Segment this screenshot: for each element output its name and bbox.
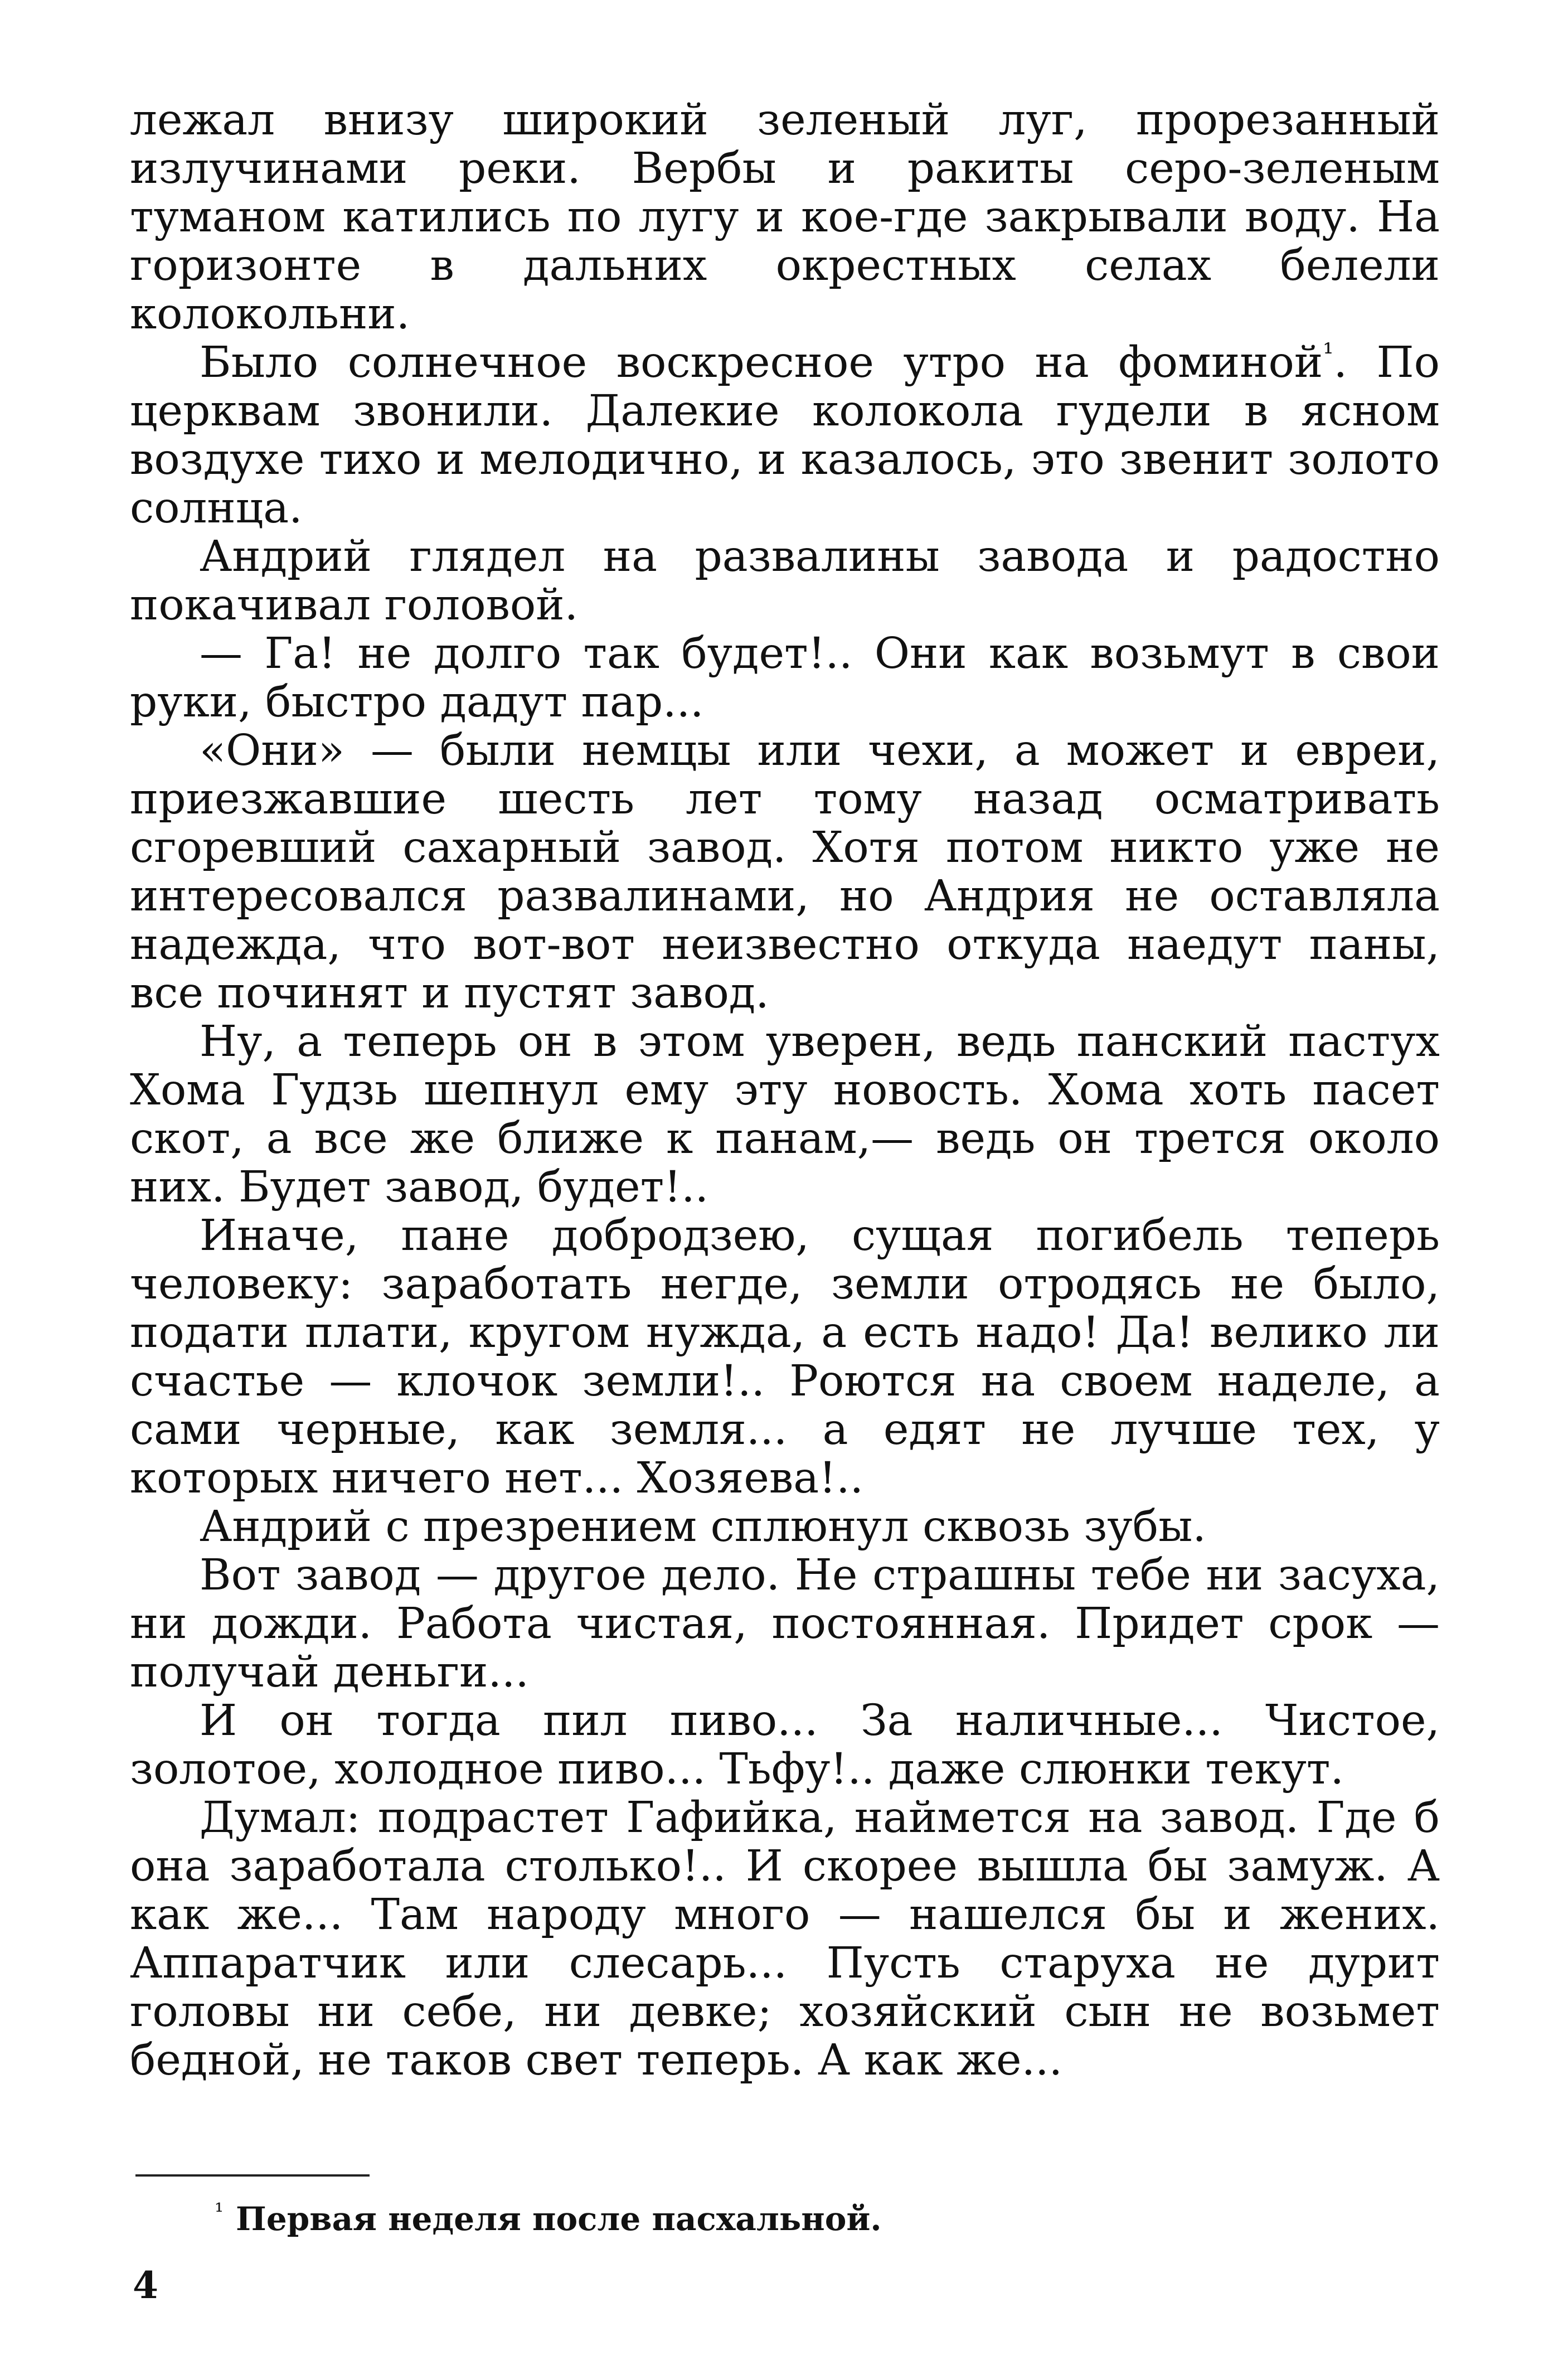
- page-body: [130, 96, 1440, 2085]
- page-number: 4: [133, 2264, 158, 2307]
- main-text: [130, 96, 1440, 2085]
- paragraph: Андрий глядел на развалины завода и радостно покачивал головой.: [130, 532, 1440, 630]
- footnote-divider: [135, 2174, 370, 2177]
- paragraph-text: Было солнечное воскресное утро на фоминой: [200, 338, 1323, 387]
- paragraph-text: . По церквам звонили. Далекие колокола гудели в ясном воздухе тихо и мелодично, и казалось, это звенит золото солнца.: [130, 338, 1440, 533]
- paragraph: [130, 338, 1440, 532]
- paragraph: Думал: подрастет Гафийка, наймется на завод. Где б она заработала столько!.. И скорее вышла бы замуж. А как же... Там народу много — нашелся бы и жених. Аппаратчик или слесарь... Пусть старуха не дурит головы ни себе, ни девке; хозяйский сын не возьмет бедной, не таков свет теперь. А как же...: [130, 1793, 1440, 2085]
- footnote-text: Первая неделя после пасхальной.: [236, 2200, 882, 2238]
- footnote-number: ¹: [215, 2198, 224, 2225]
- footnote: [215, 2199, 1385, 2238]
- paragraph: Андрий с презрением сплюнул сквозь зубы.: [200, 1502, 1206, 1552]
- paragraph: — Га! не долго так будет!.. Они как возьмут в свои руки, быстро дадут пар...: [130, 629, 1440, 727]
- paragraph: лежал внизу широкий зеленый луг, прорезанный излучинами реки. Вербы и ракиты серо-зеленым туманом катились по лугу и кое-где закрывали воду. На горизонте в дальних окрестных селах белели колокольни.: [130, 95, 1440, 339]
- paragraph: Иначе, пане добродзею, сущая погибель теперь человеку: заработать негде, земли отродясь не было, подати плати, кругом нужда, а есть надо! Да! велико ли счастье — клочок земли!.. Роются на своем наделе, а сами черные, как земля... а едят не лучше тех, у которых ничего нет... Хозяева!..: [130, 1211, 1440, 1503]
- footnote-reference[interactable]: ¹: [1323, 337, 1334, 369]
- paragraph: Вот завод — другое дело. Не страшны тебе ни засуха, ни дожди. Работа чистая, постоянная. Придет срок — получай деньги...: [130, 1550, 1440, 1697]
- paragraph: Ну, а теперь он в этом уверен, ведь панский пастух Хома Гудзь шепнул ему эту новость. Хома хоть пасет скот, а все же ближе к панам,— ведь он трется около них. Будет завод, будет!..: [130, 1017, 1440, 1212]
- paragraph: И он тогда пил пиво... За наличные... Чистое, золотое, холодное пиво... Тьфу!.. даже слюнки текут.: [130, 1696, 1440, 1794]
- paragraph: «Они» — были немцы или чехи, а может и евреи, приезжавшие шесть лет тому назад осматривать сгоревший сахарный завод. Хотя потом никто уже не интересовался развалинами, но Андрия не оставляла надежда, что вот-вот неизвестно откуда наедут паны, все починят и пустят завод.: [130, 726, 1440, 1018]
